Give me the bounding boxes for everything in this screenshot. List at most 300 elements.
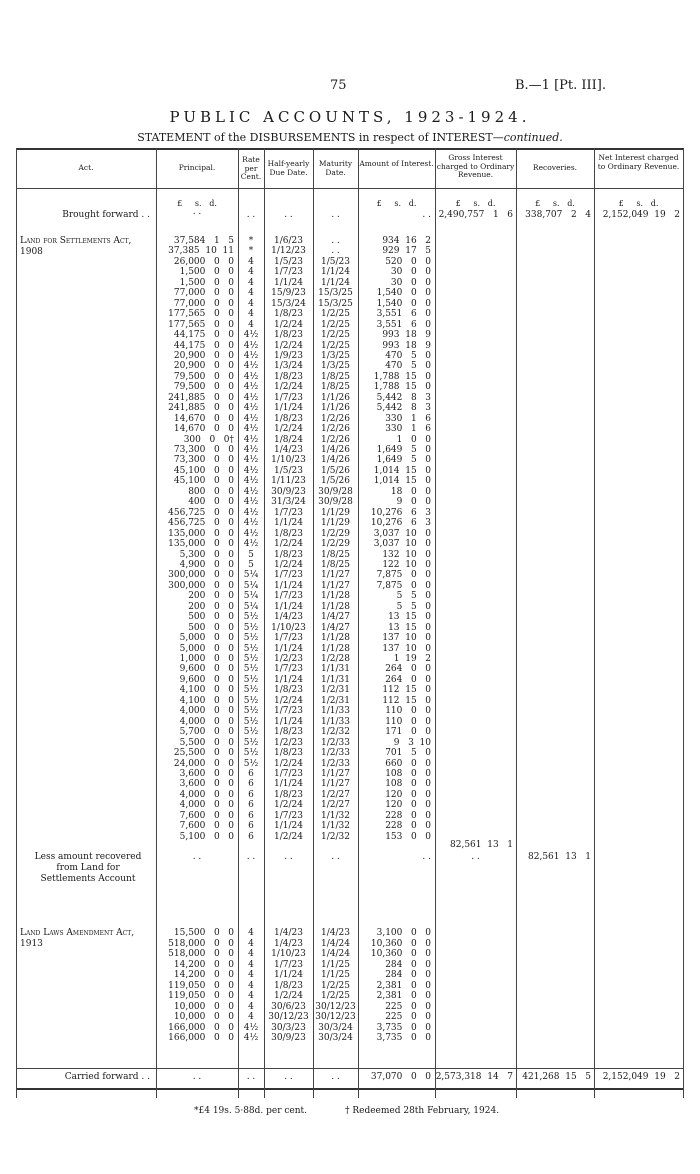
interest-amount-cell: 284 0 0 xyxy=(385,959,431,970)
interest-amount-cell: 2,381 0 0 xyxy=(376,991,431,1001)
due-date-cell: 1/8/23 xyxy=(274,309,303,320)
rate-cell: 6 xyxy=(248,800,254,811)
principal-cell: 4,000 0 0 xyxy=(179,706,234,717)
rate-cell: 4½ xyxy=(243,476,259,487)
maturity-date-cell: 1/1/26 xyxy=(321,403,350,414)
carried-forward-gross: 2,573,318 14 7 xyxy=(435,1072,513,1082)
principal-cell: 518,000 0 0 xyxy=(168,949,234,959)
principal-cell: 177,565 0 0 xyxy=(168,309,234,320)
rate-cell: 4 xyxy=(248,298,254,309)
maturity-date-cell: 1/1/28 xyxy=(321,591,350,602)
carried-forward-net: 2,152,049 19 2 xyxy=(602,1072,680,1082)
due-date-cell: 30/6/23 xyxy=(271,1001,306,1012)
rate-cell: 4 xyxy=(248,1012,254,1022)
brought-forward-net: 2,152,049 19 2 xyxy=(602,210,680,220)
principal-cell: 119,050 0 0 xyxy=(168,980,234,991)
interest-amount-cell: 228 0 0 xyxy=(385,810,431,821)
principal-cell: 44,175 0 0 xyxy=(173,340,234,351)
rate-cell: 6 xyxy=(248,789,254,800)
principal-cell: 73,300 0 0 xyxy=(173,455,234,466)
maturity-date-cell: 1/1/28 xyxy=(321,643,350,654)
interest-amount-cell: 1 19 2 xyxy=(393,654,431,664)
due-date-cell: 1/1/24 xyxy=(274,716,303,727)
principal-cell: 200 0 0 xyxy=(188,601,234,612)
interest-amount-cell: 13 15 0 xyxy=(388,622,431,633)
interest-amount-cell: 520 0 0 xyxy=(385,256,431,267)
section-title-land-laws-amendment: Land Laws Amendment Act, 1913 xyxy=(20,928,135,949)
rate-cell: 4 xyxy=(248,949,254,959)
maturity-date-cell: 1/3/25 xyxy=(321,350,350,361)
interest-amount-cell: 3,037 10 0 xyxy=(373,528,431,539)
col-header-recoveries: Recoveries. xyxy=(532,163,578,172)
interest-amount-cell: 330 1 6 xyxy=(385,424,431,435)
document-reference: B.—1 [Pt. III]. xyxy=(515,78,607,93)
currency-label: £ s. d. xyxy=(535,199,575,208)
interest-amount-cell: 112 15 0 xyxy=(382,685,431,696)
principal-cell: 14,200 0 0 xyxy=(173,959,234,970)
due-date-cell: 1/11/23 xyxy=(271,476,306,487)
rate-cell: 5½ xyxy=(243,695,259,706)
interest-amount-cell: 993 18 9 xyxy=(382,340,431,351)
interest-amount-cell: 3,037 10 0 xyxy=(373,539,431,550)
rate-cell: 4½ xyxy=(243,539,259,550)
interest-amount-cell: 30 0 0 xyxy=(390,277,431,288)
maturity-date-cell: 1/1/33 xyxy=(321,716,350,727)
due-date-cell: 1/1/24 xyxy=(274,643,303,654)
maturity-date-cell: 30/12/23 xyxy=(315,1012,356,1022)
maturity-date-cell: 1/4/26 xyxy=(321,445,350,455)
currency-label: £ s. d. xyxy=(455,199,496,208)
principal-cell: 3,600 0 0 xyxy=(179,768,234,779)
maturity-date-cell: 1/1/27 xyxy=(321,768,350,779)
due-date-cell: 1/7/23 xyxy=(274,507,303,518)
due-date-cell: 1/2/24 xyxy=(274,340,303,351)
due-date-cell: 1/1/24 xyxy=(274,970,303,980)
principal-cell: 177,565 0 0 xyxy=(168,319,234,330)
due-date-cell: 1/2/24 xyxy=(274,539,303,550)
due-date-cell: 1/12/23 xyxy=(271,246,306,257)
subtitle-continued: continued. xyxy=(503,131,563,144)
maturity-date-cell: 1/1/27 xyxy=(321,570,350,581)
rate-cell: 4½ xyxy=(243,434,259,445)
principal-cell: 15,500 0 0 xyxy=(173,928,234,938)
due-date-cell: 1/8/23 xyxy=(274,549,303,560)
rate-cell: * xyxy=(248,246,254,257)
due-date-cell: 1/2/24 xyxy=(274,831,303,842)
interest-amount-cell: 3,735 0 0 xyxy=(376,1022,431,1033)
interest-amount-cell: 9 3 10 xyxy=(393,737,431,748)
principal-cell: 45,100 0 0 xyxy=(173,465,234,476)
interest-amount-cell: 934 16 2 xyxy=(382,236,431,246)
due-date-cell: 1/2/23 xyxy=(274,654,303,664)
section-title-land-for-settlements: Land for Settlements Act, 1908 xyxy=(20,236,132,257)
principal-cell: 500 0 0 xyxy=(188,612,234,623)
maturity-date-cell: 1/1/28 xyxy=(321,601,350,612)
interest-amount-cell: 18 0 0 xyxy=(390,486,431,497)
rate-cell: 4 xyxy=(248,288,254,299)
principal-cell: 4,000 0 0 xyxy=(179,789,234,800)
maturity-date-cell: 30/3/24 xyxy=(318,1022,353,1033)
carried-forward-label: Carried forward . . xyxy=(64,1072,150,1082)
interest-amount-cell: 330 1 6 xyxy=(385,413,431,424)
maturity-date-cell: 1/1/25 xyxy=(321,959,350,970)
principal-cell: 200 0 0 xyxy=(188,591,234,602)
principal-cell: 241,885 0 0 xyxy=(168,403,234,414)
interest-amount-cell: 7,875 0 0 xyxy=(376,570,431,581)
brought-forward-amount: . . xyxy=(422,210,431,220)
maturity-date-cell: 1/2/29 xyxy=(321,539,350,550)
rate-cell: 4 xyxy=(248,256,254,267)
maturity-date-cell: 1/4/24 xyxy=(321,938,350,949)
maturity-date-cell: 1/2/32 xyxy=(321,831,350,842)
due-date-cell: 31/3/24 xyxy=(271,497,306,508)
rate-cell: 4 xyxy=(248,309,254,320)
due-date-cell: 1/5/23 xyxy=(274,465,303,476)
brought-forward-principal: . . xyxy=(192,207,202,217)
rate-cell: 5½ xyxy=(243,664,259,675)
rate-cell: 4½ xyxy=(243,1033,259,1043)
due-date-cell: 1/7/23 xyxy=(274,959,303,970)
principal-cell: 14,670 0 0 xyxy=(173,413,234,424)
carried-forward-recoveries: 421,268 15 5 xyxy=(522,1072,591,1082)
interest-amount-cell: 701 5 0 xyxy=(385,748,431,759)
due-date-cell: 1/4/23 xyxy=(274,938,303,949)
principal-cell: 5,000 0 0 xyxy=(179,633,234,644)
principal-cell: 44,175 0 0 xyxy=(173,330,234,341)
maturity-date-cell: 1/2/32 xyxy=(321,727,350,738)
interest-amount-cell: 3,100 0 0 xyxy=(376,928,431,938)
maturity-date-cell: 1/1/31 xyxy=(321,674,350,685)
due-date-cell: 30/9/23 xyxy=(271,486,306,497)
maturity-date-cell: 1/1/32 xyxy=(321,810,350,821)
principal-cell: 37,584 1 5 xyxy=(173,236,234,246)
rate-cell: 4½ xyxy=(243,371,259,382)
col-header-rate: Rate per Cent. xyxy=(240,155,262,181)
interest-amount-cell: 122 10 0 xyxy=(382,559,431,570)
due-date-cell: 1/3/24 xyxy=(274,361,303,372)
principal-cell: 119,050 0 0 xyxy=(168,991,234,1001)
rate-cell: 5½ xyxy=(243,633,259,644)
principal-cell: 14,670 0 0 xyxy=(173,424,234,435)
maturity-date-cell: 1/1/29 xyxy=(321,507,350,518)
due-date-cell: 1/8/23 xyxy=(274,748,303,759)
due-date-cell: 1/7/23 xyxy=(274,633,303,644)
interest-amount-cell: 225 0 0 xyxy=(385,1012,431,1022)
maturity-date-cell: . . xyxy=(331,236,340,246)
due-date-cell: 30/3/23 xyxy=(271,1022,306,1033)
interest-amount-cell: 284 0 0 xyxy=(385,970,431,980)
principal-cell: 10,000 0 0 xyxy=(173,1012,234,1022)
due-date-cell: 1/7/23 xyxy=(274,570,303,581)
interest-amount-cell: 13 15 0 xyxy=(388,612,431,623)
interest-amount-cell: 153 0 0 xyxy=(385,831,431,842)
due-date-cell: 1/8/23 xyxy=(274,980,303,991)
principal-cell: 5,500 0 0 xyxy=(179,737,234,748)
principal-cell: 1,000 0 0 xyxy=(179,654,234,664)
due-date-cell: 1/8/23 xyxy=(274,528,303,539)
rate-cell: 4 xyxy=(248,938,254,949)
principal-cell: 9,600 0 0 xyxy=(179,674,234,685)
interest-amount-cell: 137 10 0 xyxy=(382,643,431,654)
due-date-cell: 1/8/23 xyxy=(274,789,303,800)
header-rule xyxy=(16,188,684,189)
maturity-date-cell: 1/1/24 xyxy=(321,277,350,288)
interest-amount-cell: 660 0 0 xyxy=(385,758,431,769)
rate-cell: 5 xyxy=(248,549,254,560)
maturity-date-cell: 1/2/25 xyxy=(321,309,350,320)
interest-amount-cell: 5 5 0 xyxy=(396,601,431,612)
maturity-date-cell: 1/8/25 xyxy=(321,549,350,560)
interest-amount-cell: 5,442 8 3 xyxy=(376,392,431,403)
principal-cell: 135,000 0 0 xyxy=(168,528,234,539)
maturity-date-cell: 15/3/25 xyxy=(318,288,353,299)
interest-amount-cell: 112 15 0 xyxy=(382,695,431,706)
due-date-cell: 1/4/23 xyxy=(274,928,303,938)
rate-cell: 5½ xyxy=(243,758,259,769)
interest-amount-cell: 3,551 6 0 xyxy=(376,309,431,320)
page-number: 75 xyxy=(330,78,347,93)
principal-cell: 400 0 0 xyxy=(188,497,234,508)
due-date-cell: 1/7/23 xyxy=(274,810,303,821)
rate-cell: 4 xyxy=(248,980,254,991)
principal-cell: 1,500 0 0 xyxy=(179,267,234,278)
interest-amount-cell: 110 0 0 xyxy=(385,716,431,727)
maturity-date-cell: 1/2/26 xyxy=(321,413,350,424)
interest-amount-cell: 10,360 0 0 xyxy=(370,938,431,949)
page-header xyxy=(0,78,700,98)
interest-amount-cell: 1,540 0 0 xyxy=(376,298,431,309)
principal-cell: 500 0 0 xyxy=(188,622,234,633)
principal-cell: 26,000 0 0 xyxy=(173,256,234,267)
principal-cell: 79,500 0 0 xyxy=(173,382,234,393)
principal-cell: 4,100 0 0 xyxy=(179,685,234,696)
due-date-cell: 1/1/24 xyxy=(274,674,303,685)
rate-cell: 4 xyxy=(248,277,254,288)
due-date-cell: 1/8/23 xyxy=(274,371,303,382)
maturity-date-cell: 1/5/23 xyxy=(321,256,350,267)
interest-amount-cell: 929 17 5 xyxy=(382,246,431,257)
maturity-date-cell: 1/4/27 xyxy=(321,612,350,623)
rate-cell: 6 xyxy=(248,831,254,842)
col-header-maturity: Maturity Date. xyxy=(318,159,353,177)
interest-amount-cell: 264 0 0 xyxy=(385,664,431,675)
principal-cell: 241,885 0 0 xyxy=(168,392,234,403)
maturity-date-cell: 1/8/25 xyxy=(321,371,350,382)
interest-amount-cell: 108 0 0 xyxy=(385,768,431,779)
rate-cell: 4½ xyxy=(243,1022,259,1033)
due-date-cell: 1/4/23 xyxy=(274,445,303,455)
maturity-date-cell: 30/9/28 xyxy=(318,497,353,508)
principal-cell: 4,900 0 0 xyxy=(179,559,234,570)
rate-cell: 4½ xyxy=(243,382,259,393)
col-header-halfyearly: Half-yearly Due Date. xyxy=(267,159,310,177)
due-date-cell: 1/1/24 xyxy=(274,779,303,790)
due-date-cell: 1/10/23 xyxy=(271,455,306,466)
rate-cell: 4½ xyxy=(243,465,259,476)
maturity-date-cell: . . xyxy=(331,246,340,257)
rate-cell: 4 xyxy=(248,991,254,1001)
rate-cell: 5¼ xyxy=(243,591,259,602)
currency-label: £ s. d. xyxy=(177,199,217,208)
due-date-cell: 1/2/24 xyxy=(274,382,303,393)
principal-cell: 135,000 0 0 xyxy=(168,539,234,550)
rate-cell: 5½ xyxy=(243,654,259,664)
col-header-principal: Principal. xyxy=(178,163,216,172)
maturity-date-cell: 1/1/25 xyxy=(321,970,350,980)
rate-cell: 5¼ xyxy=(243,570,259,581)
rate-cell: 4 xyxy=(248,267,254,278)
rate-cell: 6 xyxy=(248,821,254,832)
interest-amount-cell: 110 0 0 xyxy=(385,706,431,717)
due-date-cell: 1/2/24 xyxy=(274,758,303,769)
carried-forward-amount: 37,070 0 0 xyxy=(370,1072,431,1082)
maturity-date-cell: 1/2/33 xyxy=(321,758,350,769)
rate-cell: 4½ xyxy=(243,507,259,518)
brought-forward-gross: 2,490,757 1 6 xyxy=(438,210,513,220)
rate-cell: 5½ xyxy=(243,674,259,685)
due-date-cell: 30/9/23 xyxy=(271,1033,306,1043)
brought-forward-recoveries: 338,707 2 4 xyxy=(525,210,591,220)
interest-amount-cell: 132 10 0 xyxy=(382,549,431,560)
maturity-date-cell: 1/1/33 xyxy=(321,706,350,717)
interest-amount-cell: 5 5 0 xyxy=(396,591,431,602)
interest-amount-cell: 1,649 5 0 xyxy=(376,445,431,455)
maturity-date-cell: 1/1/28 xyxy=(321,633,350,644)
less-dots: . . xyxy=(284,852,293,862)
due-date-cell: 1/7/23 xyxy=(274,768,303,779)
maturity-date-cell: 1/2/25 xyxy=(321,330,350,341)
interest-table xyxy=(16,148,684,1098)
rate-cell: 4 xyxy=(248,970,254,980)
principal-cell: 5,000 0 0 xyxy=(179,643,234,654)
interest-amount-cell: 137 10 0 xyxy=(382,633,431,644)
rate-cell: 6 xyxy=(248,810,254,821)
interest-amount-cell: 7,875 0 0 xyxy=(376,580,431,591)
interest-amount-cell: 171 0 0 xyxy=(385,727,431,738)
page-title: PUBLIC ACCOUNTS, 1923-1924. xyxy=(169,108,531,126)
rate-cell: 4½ xyxy=(243,497,259,508)
maturity-date-cell: 1/1/26 xyxy=(321,392,350,403)
interest-amount-cell: 1,649 5 0 xyxy=(376,455,431,466)
rate-cell: 4 xyxy=(248,928,254,938)
interest-amount-cell: 1,014 15 0 xyxy=(373,476,431,487)
col-header-gross: Gross Interest charged to Ordinary Revenue. xyxy=(436,153,515,179)
carried-forward-top-rule xyxy=(16,1068,684,1069)
less-dots: . . xyxy=(246,852,256,862)
maturity-date-cell: 30/3/24 xyxy=(318,1033,353,1043)
maturity-date-cell: 1/1/27 xyxy=(321,779,350,790)
principal-cell: 518,000 0 0 xyxy=(168,938,234,949)
less-dots: . . xyxy=(422,852,431,862)
due-date-cell: 1/8/24 xyxy=(274,434,303,445)
principal-cell: 37,385 10 11 xyxy=(168,246,234,257)
interest-amount-cell: 1,788 15 0 xyxy=(373,371,431,382)
col-rule xyxy=(683,148,684,1098)
principal-cell: 300,000 0 0 xyxy=(168,570,234,581)
due-date-cell: 1/2/23 xyxy=(274,737,303,748)
due-date-cell: 1/1/24 xyxy=(274,601,303,612)
principal-cell: 73,300 0 0 xyxy=(173,445,234,455)
col-rule xyxy=(435,148,436,1098)
interest-amount-cell: 228 0 0 xyxy=(385,821,431,832)
rate-cell: 5 xyxy=(248,559,254,570)
less-dots: . . xyxy=(331,852,340,862)
principal-cell: 77,000 0 0 xyxy=(173,288,234,299)
due-date-cell: 1/10/23 xyxy=(271,949,306,959)
principal-cell: 166,000 0 0 xyxy=(168,1022,234,1033)
interest-amount-cell: 10,276 6 3 xyxy=(370,507,431,518)
principal-cell: 3,600 0 0 xyxy=(179,779,234,790)
maturity-date-cell: 1/8/25 xyxy=(321,559,350,570)
less-dots: . . xyxy=(471,852,480,862)
maturity-date-cell: 1/2/25 xyxy=(321,319,350,330)
due-date-cell: 1/5/23 xyxy=(274,256,303,267)
due-date-cell: 1/8/23 xyxy=(274,330,303,341)
rate-cell: 5½ xyxy=(243,685,259,696)
principal-cell: 456,725 0 0 xyxy=(168,518,234,529)
col-header-net: Net Interest charged to Ordinary Revenue. xyxy=(597,153,680,171)
interest-amount-cell: 3,551 6 0 xyxy=(376,319,431,330)
carried-forward-due: . . xyxy=(284,1072,293,1082)
due-date-cell: 1/10/23 xyxy=(271,622,306,633)
due-date-cell: 1/2/24 xyxy=(274,695,303,706)
rate-cell: 4 xyxy=(248,959,254,970)
carried-forward-maturity: . . xyxy=(331,1072,340,1082)
interest-amount-cell: 225 0 0 xyxy=(385,1001,431,1012)
maturity-date-cell: 15/3/25 xyxy=(318,298,353,309)
principal-cell: 20,900 0 0 xyxy=(173,350,234,361)
maturity-date-cell: 1/2/33 xyxy=(321,748,350,759)
due-date-cell: 1/2/24 xyxy=(274,424,303,435)
maturity-date-cell: 1/2/26 xyxy=(321,434,350,445)
rate-cell: 4 xyxy=(248,1001,254,1012)
rate-cell: 4½ xyxy=(243,403,259,414)
maturity-date-cell: 1/2/31 xyxy=(321,685,350,696)
due-date-cell: 1/1/24 xyxy=(274,518,303,529)
principal-cell: 20,900 0 0 xyxy=(173,361,234,372)
less-recovered-amount: 82,561 13 1 xyxy=(528,852,591,862)
principal-cell: 800 0 0 xyxy=(188,486,234,497)
subtitle-main: STATEMENT of the DISBURSEMENTS in respect of INTEREST— xyxy=(137,131,504,144)
due-date-cell: 1/4/23 xyxy=(274,612,303,623)
maturity-date-cell: 1/2/25 xyxy=(321,340,350,351)
due-date-cell: 1/7/23 xyxy=(274,591,303,602)
principal-cell: 14,200 0 0 xyxy=(173,970,234,980)
due-date-cell: 1/2/24 xyxy=(274,991,303,1001)
rate-cell: 4½ xyxy=(243,486,259,497)
rate-cell: 5½ xyxy=(243,643,259,654)
due-date-cell: 1/7/23 xyxy=(274,706,303,717)
principal-cell: 4,000 0 0 xyxy=(179,800,234,811)
rate-cell: 4½ xyxy=(243,330,259,341)
due-date-cell: 15/9/23 xyxy=(271,288,306,299)
interest-amount-cell: 5,442 8 3 xyxy=(376,403,431,414)
interest-amount-cell: 264 0 0 xyxy=(385,674,431,685)
maturity-date-cell: 30/9/28 xyxy=(318,486,353,497)
rate-cell: 4½ xyxy=(243,392,259,403)
maturity-date-cell: 1/5/26 xyxy=(321,465,350,476)
principal-cell: 7,600 0 0 xyxy=(179,821,234,832)
interest-amount-cell: 1,540 0 0 xyxy=(376,288,431,299)
principal-cell: 4,000 0 0 xyxy=(179,716,234,727)
due-date-cell: 1/2/24 xyxy=(274,800,303,811)
maturity-date-cell: 1/2/31 xyxy=(321,695,350,706)
due-date-cell: 1/8/23 xyxy=(274,727,303,738)
principal-cell: 10,000 0 0 xyxy=(173,1001,234,1012)
principal-cell: 5,700 0 0 xyxy=(179,727,234,738)
footnote-dagger: † Redeemed 28th February, 1924. xyxy=(345,1106,500,1116)
principal-cell: 24,000 0 0 xyxy=(173,758,234,769)
